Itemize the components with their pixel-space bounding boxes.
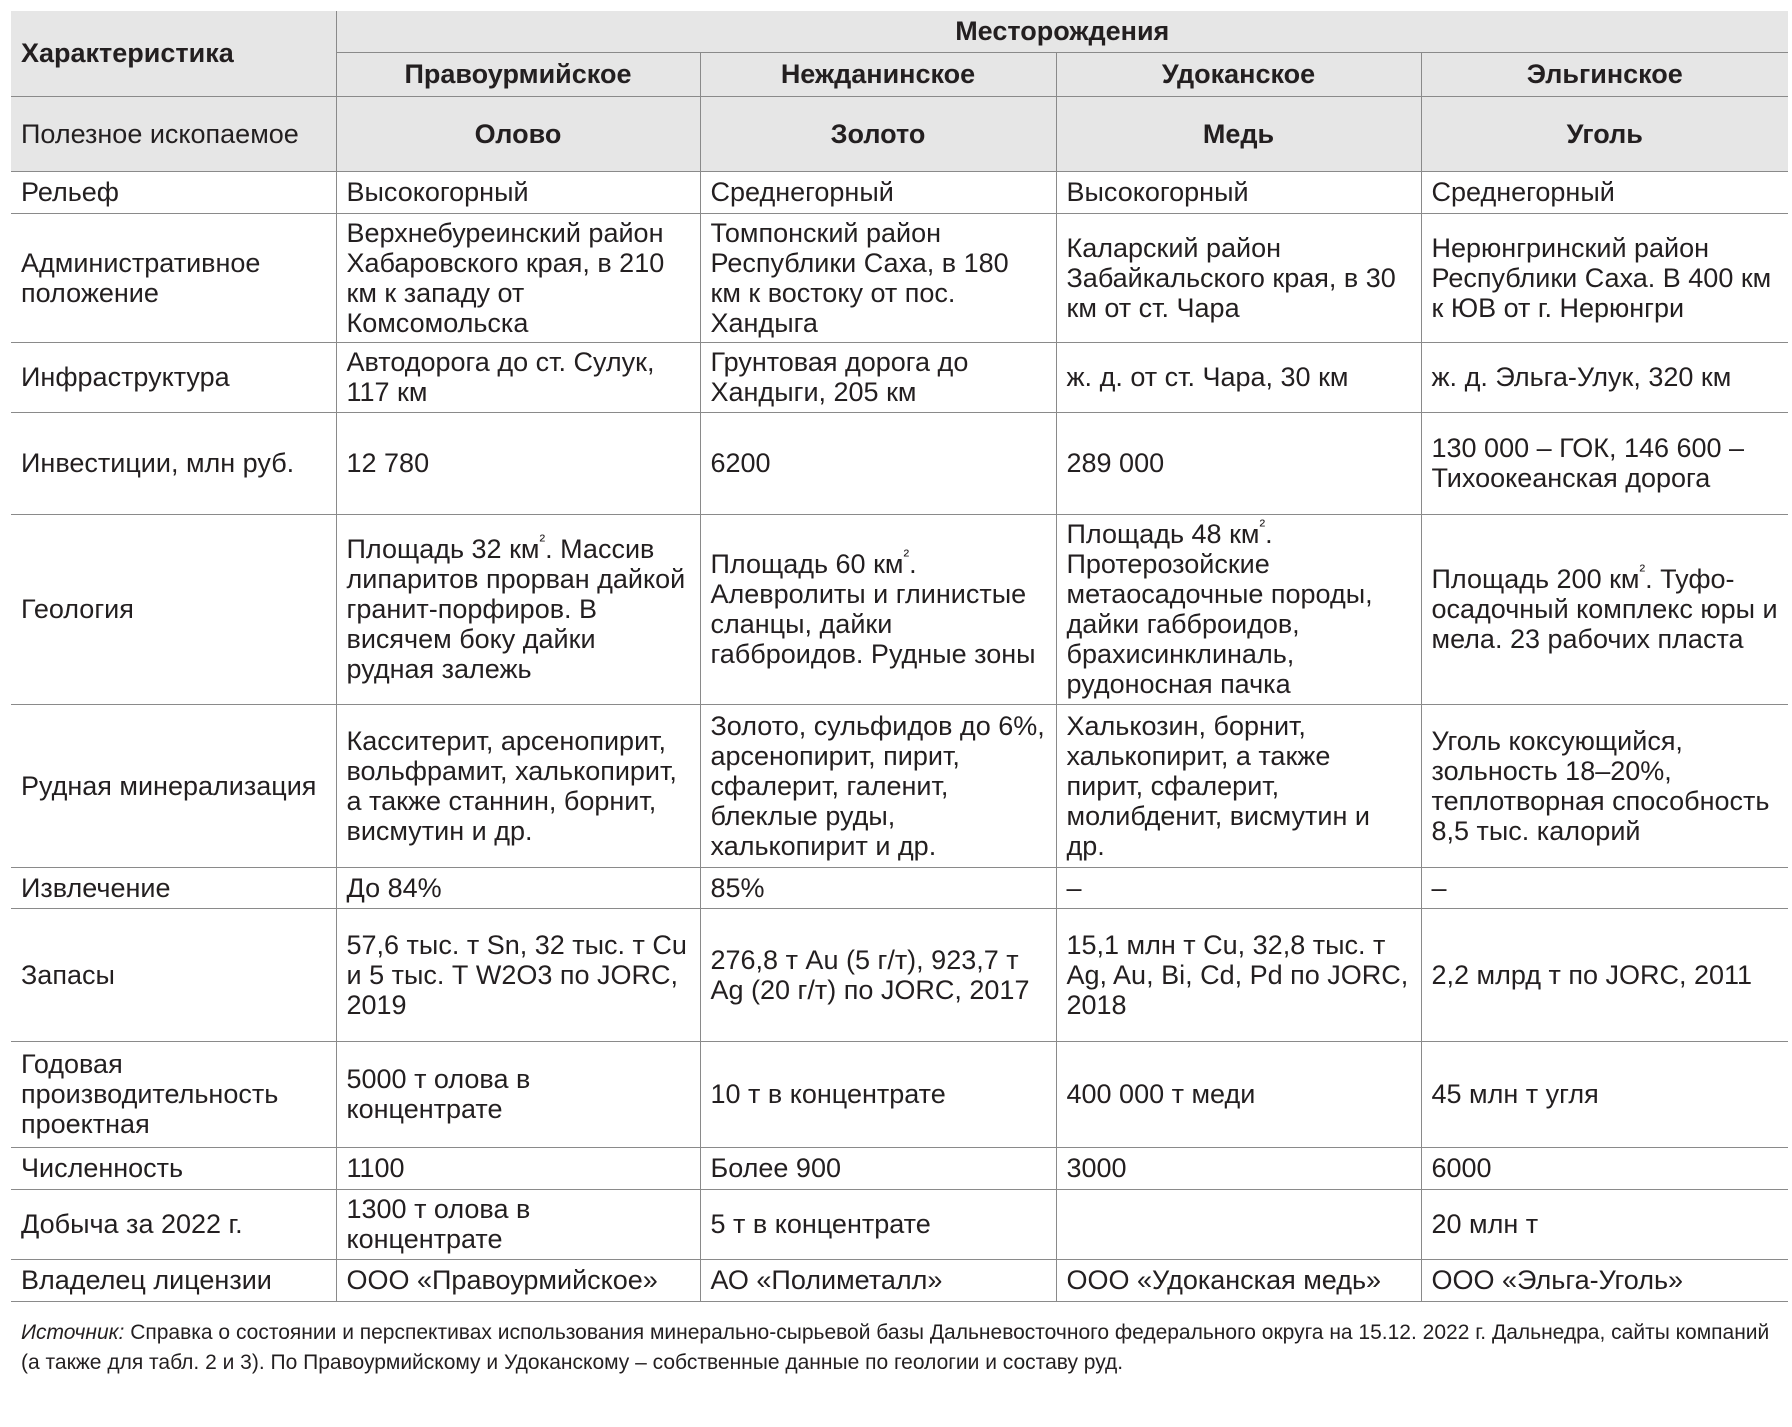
table-cell: Среднегорный	[700, 171, 1056, 213]
row-label: Извлечение	[11, 867, 336, 908]
table-body	[11, 96, 1788, 1301]
table-cell: 1300 т олова в концентрате	[336, 1189, 700, 1259]
header-deposit-nezhdaninskoe: Нежданинское	[700, 52, 1056, 96]
table-row	[11, 1147, 1788, 1189]
table-cell: 130 000 – ГОК, 146 600 – Тихоокеанская дорога	[1421, 412, 1788, 514]
table-cell: 276,8 т Au (5 г/т), 923,7 т Ag (20 г/т) по JORC, 2017	[700, 908, 1056, 1041]
table-cell: 5 т в концентрате	[700, 1189, 1056, 1259]
table-cell: Каларский район Забайкальского края, в 30 км от ст. Чара	[1056, 213, 1421, 342]
table-cell: Золото, сульфидов до 6%, арсенопирит, пирит, сфалерит, галенит, блеклые руды, халькопирит и др.	[700, 704, 1056, 867]
table-cell: 6000	[1421, 1147, 1788, 1189]
table-cell: ж. д. от ст. Чара, 30 км	[1056, 342, 1421, 412]
source-text: Справка о состоянии и перспективах использования минерально-сырьевой базы Дальневосточного федерального округа на 15.12. 2022 г. Дальнедра, сайты компаний (а также для табл. 2 и 3). По Правоурмийскому и Удоканскому – собственные данные по геологии и составу руд.	[21, 1320, 1770, 1374]
table-cell: 12 780	[336, 412, 700, 514]
table-cell: –	[1056, 867, 1421, 908]
table-row	[11, 1189, 1788, 1259]
table-header	[11, 11, 1788, 96]
table-cell: ООО «Эльга-Уголь»	[1421, 1259, 1788, 1301]
row-label: Владелец лицензии	[11, 1259, 336, 1301]
table-cell: Томпонский район Республики Саха, в 180 км к востоку от пос. Хандыга	[700, 213, 1056, 342]
table-cell: Уголь коксующийся, зольность 18–20%, теплотворная способность 8,5 тыс. калорий	[1421, 704, 1788, 867]
table-cell: 57,6 тыс. т Sn, 32 тыс. т Cu и 5 тыс. Т W2O3 по JORC, 2019	[336, 908, 700, 1041]
table-cell: Нерюнгринский район Республики Саха. В 400 км к ЮВ от г. Нерюнгри	[1421, 213, 1788, 342]
table-cell: –	[1421, 867, 1788, 908]
row-label: Годовая производительность проектная	[11, 1041, 336, 1147]
row-label: Административное положение	[11, 213, 336, 342]
table-cell: 2,2 млрд т по JORC, 2011	[1421, 908, 1788, 1041]
table-row	[11, 171, 1788, 213]
table-cell: 289 000	[1056, 412, 1421, 514]
table-cell: Грунтовая дорога до Хандыги, 205 км	[700, 342, 1056, 412]
superscript-2: ²	[539, 531, 546, 550]
source-note	[11, 1318, 1788, 1378]
table-cell	[1056, 1189, 1421, 1259]
table-cell: 10 т в концентрате	[700, 1041, 1056, 1147]
deposits-table-container	[11, 11, 1788, 1378]
deposits-table	[11, 11, 1788, 1302]
header-deposits-group: Месторождения	[336, 11, 1788, 52]
row-label: Рельеф	[11, 171, 336, 213]
mineral-cell: Золото	[700, 96, 1056, 171]
superscript-2: ²	[1259, 516, 1266, 535]
header-deposit-elginskoe: Эльгинское	[1421, 52, 1788, 96]
table-row	[11, 1259, 1788, 1301]
table-cell: 45 млн т угля	[1421, 1041, 1788, 1147]
mineral-cell: Медь	[1056, 96, 1421, 171]
table-cell: 85%	[700, 867, 1056, 908]
header-deposit-udokanskoe: Удоканское	[1056, 52, 1421, 96]
row-label: Геология	[11, 514, 336, 704]
table-cell: 6200	[700, 412, 1056, 514]
table-cell: До 84%	[336, 867, 700, 908]
table-cell: 15,1 млн т Cu, 32,8 тыс. т Ag, Au, Bi, Cd, Pd по JORC, 2018	[1056, 908, 1421, 1041]
table-row	[11, 96, 1788, 171]
row-label: Численность	[11, 1147, 336, 1189]
table-cell: Касситерит, арсенопирит, вольфрамит, халькопирит, а также станнин, борнит, висмутин и др.	[336, 704, 700, 867]
table-row	[11, 514, 1788, 704]
table-cell: 5000 т олова в концентрате	[336, 1041, 700, 1147]
table-cell: Площадь 60 $км^{^2}$. Алевролиты и глинистые сланцы, дайки габброидов. Рудные зоны	[700, 514, 1056, 704]
row-label: Запасы	[11, 908, 336, 1041]
table-row	[11, 412, 1788, 514]
table-row	[11, 342, 1788, 412]
table-cell: ООО «Удоканская медь»	[1056, 1259, 1421, 1301]
header-characteristic: Характеристика	[11, 11, 336, 96]
table-cell: Верхнебуреинский район Хабаровского края, в 210 км к западу от Комсомольска	[336, 213, 700, 342]
table-cell: ООО «Правоурмийское»	[336, 1259, 700, 1301]
table-cell: АО «Полиметалл»	[700, 1259, 1056, 1301]
table-cell: 3000	[1056, 1147, 1421, 1189]
table-cell: Высокогорный	[1056, 171, 1421, 213]
table-row	[11, 867, 1788, 908]
superscript-2: ²	[1639, 561, 1646, 580]
mineral-cell: Олово	[336, 96, 700, 171]
row-label: Инфраструктура	[11, 342, 336, 412]
table-cell: Высокогорный	[336, 171, 700, 213]
row-label: Рудная минерализация	[11, 704, 336, 867]
table-cell: 1100	[336, 1147, 700, 1189]
mineral-cell: Уголь	[1421, 96, 1788, 171]
table-row	[11, 213, 1788, 342]
row-label: Добыча за 2022 г.	[11, 1189, 336, 1259]
table-cell: Халькозин, борнит, халькопирит, а также пирит, сфалерит, молибденит, висмутин и др.	[1056, 704, 1421, 867]
header-deposit-pravourmiyskoe: Правоурмийское	[336, 52, 700, 96]
row-label: Полезное ископаемое	[11, 96, 336, 171]
table-cell: ж. д. Эльга-Улук, 320 км	[1421, 342, 1788, 412]
row-label: Инвестиции, млн руб.	[11, 412, 336, 514]
superscript-2: ²	[903, 546, 910, 565]
source-label: Источник:	[21, 1320, 125, 1344]
table-cell: 20 млн т	[1421, 1189, 1788, 1259]
table-cell: Более 900	[700, 1147, 1056, 1189]
table-cell: Площадь 200 $км^{^2}$. Туфо-осадочный комплекс юры и мела. 23 рабочих пласта	[1421, 514, 1788, 704]
table-row	[11, 1041, 1788, 1147]
table-row	[11, 908, 1788, 1041]
table-cell: Площадь 48 $км^{^2}$. Протерозойские метаосадочные породы, дайки габброидов, брахисинклиналь, рудоносная пачка	[1056, 514, 1421, 704]
table-row	[11, 704, 1788, 867]
table-cell: Площадь 32 $км^{^2}$. Массив липаритов прорван дайкой гранит-порфиров. В висячем боку дайки рудная залежь	[336, 514, 700, 704]
table-cell: Среднегорный	[1421, 171, 1788, 213]
table-cell: Автодорога до ст. Сулук, 117 км	[336, 342, 700, 412]
table-cell: 400 000 т меди	[1056, 1041, 1421, 1147]
